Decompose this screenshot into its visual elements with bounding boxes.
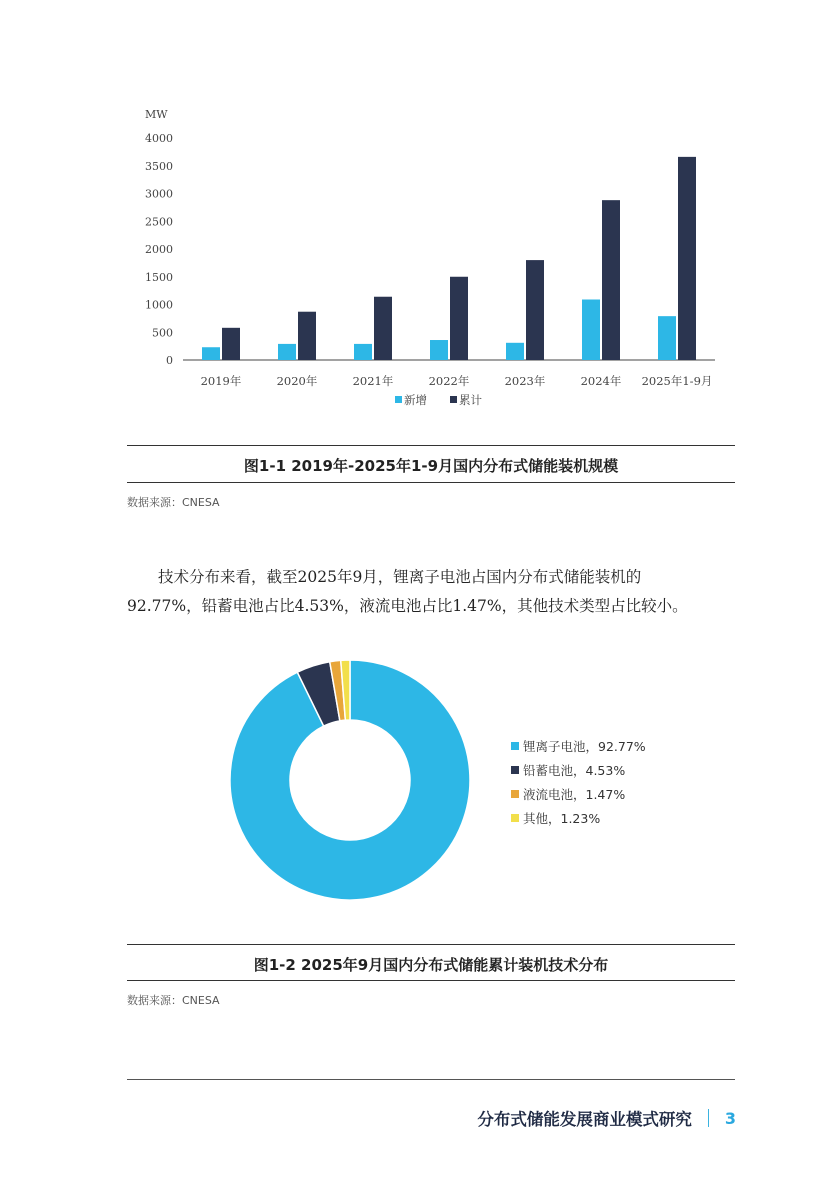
y-axis-ticks [145,132,173,367]
y-tick-label: 2000 [145,243,173,256]
bar-cumulative [374,297,392,360]
caption-top-rule-2 [127,944,735,945]
paragraph-line-2: 92.77%，铅蓄电池占比4.53%，液流电池占比1.47%，其他技术类型占比较小。 [127,597,688,615]
footer-title: 分布式储能发展商业模式研究 [477,1110,692,1129]
bar-new [658,316,676,360]
legend-item [511,806,646,830]
x-tick-label: 2019年 [200,374,242,388]
x-tick-label: 2022年 [428,374,470,388]
x-tick-label: 2025年1-9月 [641,374,713,388]
footer-separator [708,1109,709,1127]
bar-cumulative [602,200,620,360]
legend-swatch [450,396,457,403]
bar-cumulative [222,328,240,360]
y-tick-label: 1500 [145,270,173,284]
bar-cumulative [678,157,696,360]
legend-label: 累计 [459,393,482,407]
legend-label: 铅蓄电池，4.53% [523,763,626,778]
legend-label: 其他，1.23% [523,811,601,826]
bar-new [430,340,448,360]
legend-swatch [511,790,519,798]
donut-slices [230,660,470,900]
x-tick-label: 2023年 [504,374,546,388]
y-tick-label: 0 [166,354,173,367]
donut-legend [511,734,646,830]
bar-cumulative [450,277,468,360]
caption-bottom-rule [127,482,735,483]
donut-chart [220,650,480,910]
legend-item [511,758,646,782]
y-tick-label: 500 [152,326,173,340]
bar-new [354,344,372,360]
legend-label: 新增 [404,393,427,407]
bar-cumulative [298,312,316,360]
paragraph-line-1: 技术分布来看，截至2025年9月，锂离子电池占国内分布式储能装机的 [158,568,642,586]
x-tick-label: 2024年 [580,374,622,388]
bar-cumulative [526,260,544,360]
bar-legend [395,393,482,407]
figure-2-caption: 图1-2 2025年9月国内分布式储能累计装机技术分布 [253,956,609,974]
bar-new [582,300,600,360]
bar-chart [125,100,725,410]
x-axis-labels [201,374,713,388]
page-footer [477,1106,736,1130]
page-number: 3 [724,1108,736,1128]
legend-item [511,734,646,758]
figure-2-source: 数据来源：CNESA [127,994,220,1007]
body-paragraph [127,563,739,621]
legend-swatch [395,396,402,403]
y-tick-label: 2500 [145,215,173,229]
footer-rule [127,1079,735,1080]
y-axis-unit-label: MW [145,108,168,121]
bar-new [202,347,220,360]
figure-1-source: 数据来源：CNESA [127,496,220,509]
figure-1-caption: 图1-1 2019年-2025年1-9月国内分布式储能装机规模 [243,457,619,475]
legend-item [511,782,646,806]
bar-new [278,344,296,360]
caption-bottom-rule-2 [127,980,735,981]
caption-top-rule [127,445,735,446]
y-tick-label: 3500 [145,159,173,173]
bar-series [202,157,696,360]
y-tick-label: 1000 [145,298,173,312]
legend-label: 液流电池，1.47% [523,787,626,802]
legend-swatch [511,814,519,822]
x-tick-label: 2020年 [276,374,318,388]
legend-label: 锂离子电池，92.77% [523,739,646,754]
legend-swatch [511,742,519,750]
x-tick-label: 2021年 [352,374,394,388]
y-tick-label: 3000 [145,187,173,201]
legend-swatch [511,766,519,774]
bar-new [506,343,524,360]
y-tick-label: 4000 [145,132,173,145]
